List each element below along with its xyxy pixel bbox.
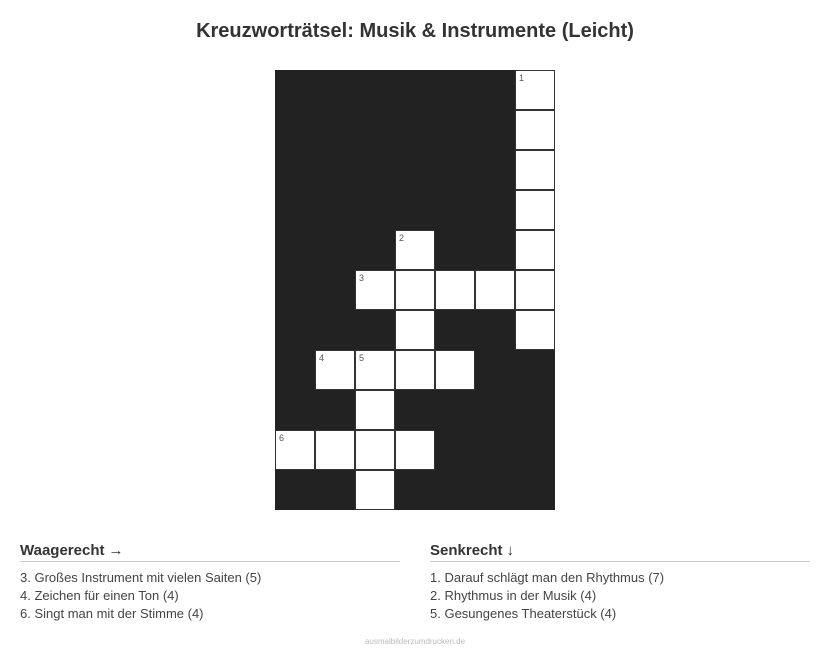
grid-cell-r10-c2[interactable] (355, 470, 395, 510)
grid-cell-r5-c4[interactable] (435, 270, 475, 310)
clue-number: 3 (359, 273, 365, 283)
grid-cell-r6-c6[interactable] (515, 310, 555, 350)
grid-cell-r7-c2[interactable] (355, 350, 395, 390)
grid-cell-r7-c1[interactable] (315, 350, 355, 390)
page-title: Kreuzworträtsel: Musik & Instrumente (Leicht) (196, 20, 634, 42)
grid-cell-r7-c4[interactable] (435, 350, 475, 390)
grid-cell-r9-c3[interactable] (395, 430, 435, 470)
clues-across-heading (20, 541, 400, 562)
grid-cell-r9-c1[interactable] (315, 430, 355, 470)
grid-cell-r7-c3[interactable] (395, 350, 435, 390)
clue-down-5: 5. Gesungenes Theaterstück (4) (430, 606, 617, 621)
clue-down-2: 2. Rhythmus in der Musik (4) (430, 588, 597, 603)
arrow-down-icon: ↓ (506, 542, 515, 559)
clue-across-6: 6. Singt man mit der Stimme (4) (20, 606, 204, 621)
grid-cell-r5-c3[interactable] (395, 270, 435, 310)
grid-cell-r4-c3[interactable] (395, 230, 435, 270)
clue-number: 5 (359, 353, 365, 363)
grid-cell-r0-c6[interactable] (515, 70, 555, 110)
grid-cell-r6-c3[interactable] (395, 310, 435, 350)
clues-across-title: Waagerecht (20, 542, 105, 559)
clues-across (20, 541, 400, 623)
clues-down-title: Senkrecht (430, 542, 503, 559)
clue-across-4: 4. Zeichen für einen Ton (4) (20, 588, 179, 603)
grid-cell-r1-c6[interactable] (515, 110, 555, 150)
grid-cell-r9-c2[interactable] (355, 430, 395, 470)
clues-down-list (430, 569, 810, 623)
clue-across-3: 3. Großes Instrument mit vielen Saiten (5) (20, 570, 262, 585)
crossword-grid (275, 70, 555, 510)
clues-down (430, 541, 810, 623)
clues-across-list (20, 569, 400, 623)
clue-number: 4 (319, 353, 325, 363)
footer-credit: ausmalbilderzumdrucken.de (364, 637, 466, 646)
grid-cell-r5-c6[interactable] (515, 270, 555, 310)
arrow-right-icon: → (108, 542, 124, 559)
grid-cell-r8-c2[interactable] (355, 390, 395, 430)
clue-down-1: 1. Darauf schlägt man den Rhythmus (7) (430, 570, 665, 585)
grid-cell-r5-c5[interactable] (475, 270, 515, 310)
grid-cell-r4-c6[interactable] (515, 230, 555, 270)
grid-cell-r2-c6[interactable] (515, 150, 555, 190)
grid-cell-r9-c0[interactable] (275, 430, 315, 470)
grid-cell-r5-c2[interactable] (355, 270, 395, 310)
clues-down-heading (430, 541, 810, 562)
clue-number: 6 (279, 433, 285, 443)
grid-cell-r3-c6[interactable] (515, 190, 555, 230)
clue-number: 2 (399, 233, 405, 243)
clue-number: 1 (519, 73, 525, 83)
